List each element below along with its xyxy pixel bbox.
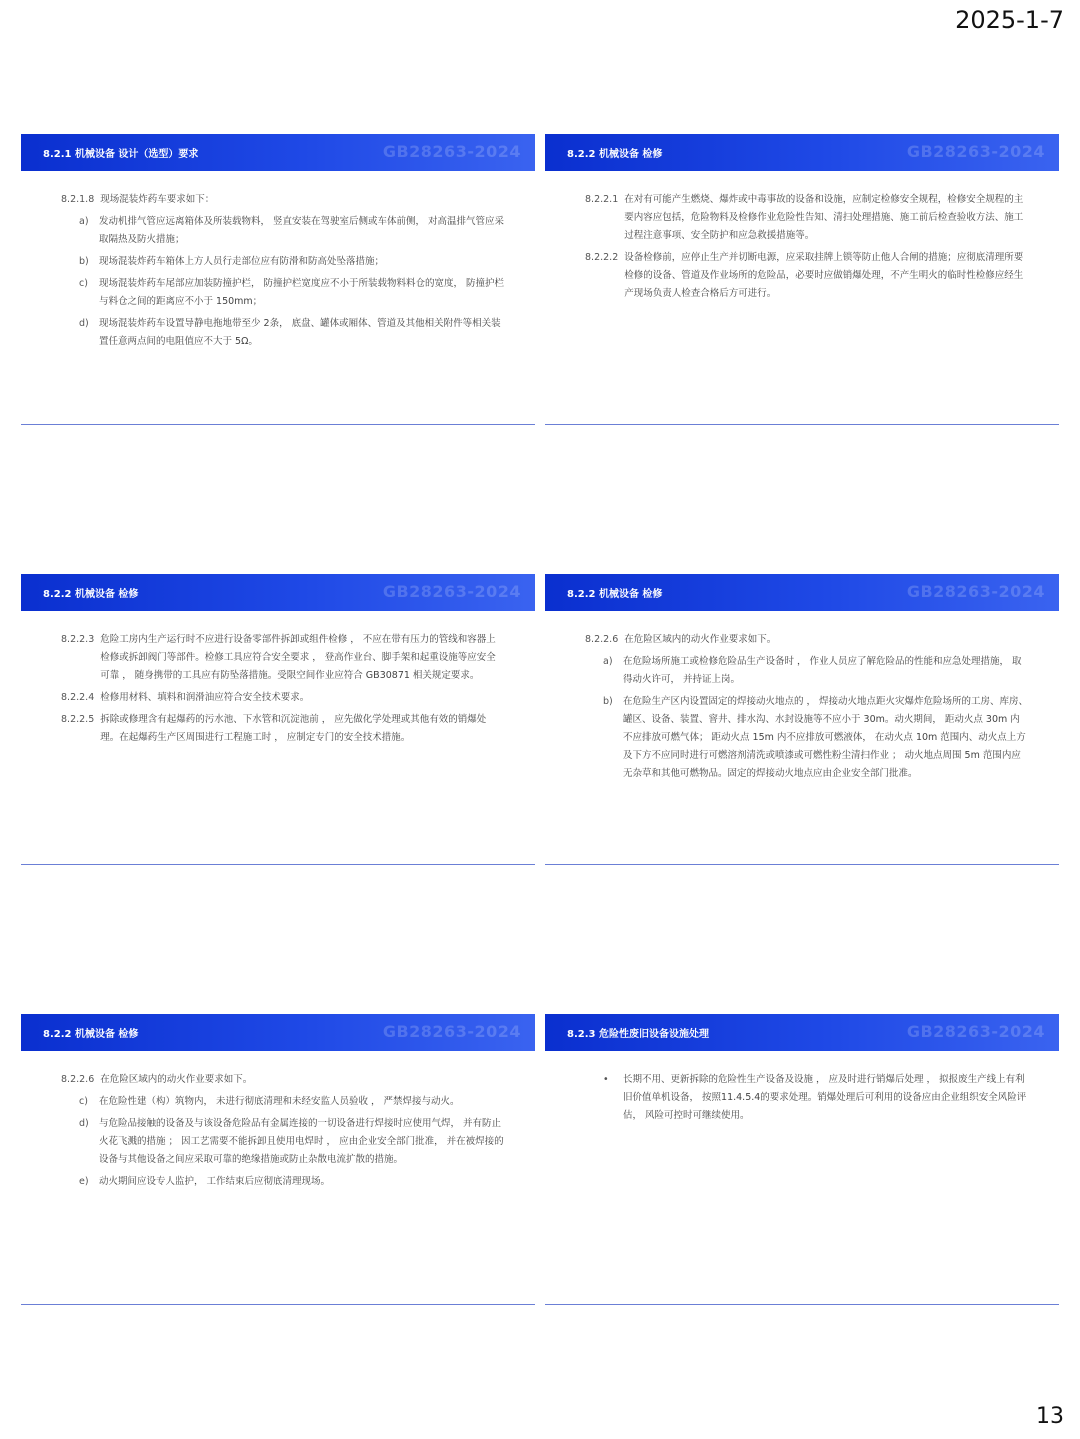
document-date: 2025-1-7 <box>955 6 1064 34</box>
slide-body <box>545 1051 1059 1125</box>
slide-header <box>21 134 535 171</box>
slide-body <box>545 611 1059 783</box>
clause-text: 拆除或修理含有起爆药的污水池、下水管和沉淀池前 ， 应先做化学处理或其他有效的销爆处理。在起爆药生产区周围进行工程施工时 ， 应制定专门的安全技术措施。 <box>100 714 487 743</box>
list-item <box>79 1115 505 1169</box>
clause-number: 8.2.2.4 <box>61 692 95 703</box>
clause-paragraph <box>61 191 505 209</box>
item-text: 发动机排气管应远离箱体及所装载物料， 竖直安装在驾驶室后侧或车体前侧， 对高温排气管应采取隔热及防火措施； <box>99 216 505 245</box>
clause-paragraph <box>61 631 505 685</box>
slide-body <box>21 171 535 351</box>
item-label: a) <box>79 216 89 227</box>
clause-number: 8.2.2.5 <box>61 714 95 725</box>
item-label: d) <box>79 318 89 329</box>
list-item <box>79 213 505 249</box>
item-text: 在危险场所施工或检修危险品生产设备时 ， 作业人员应了解危险品的性能和应急处理措施， 取得动火许可， 并持证上岗。 <box>623 656 1022 685</box>
standard-watermark: GB28263-2024 <box>382 142 521 161</box>
clause-number: 8.2.2.6 <box>61 1074 95 1085</box>
slide-title: 8.2.2 机械设备 检修 <box>567 589 663 600</box>
item-text: 在危险性建（构）筑物内， 未进行彻底清理和未经安监人员验收 ， 严禁焊接与动火。 <box>99 1096 460 1107</box>
standard-watermark: GB28263-2024 <box>906 142 1045 161</box>
clause-number: 8.2.2.3 <box>61 634 95 645</box>
clause-number: 8.2.2.1 <box>585 194 619 205</box>
item-label: c) <box>79 278 88 289</box>
item-label: d) <box>79 1118 89 1129</box>
slide-header <box>545 134 1059 171</box>
standard-watermark: GB28263-2024 <box>382 582 521 601</box>
list-item <box>79 1173 505 1191</box>
standard-watermark: GB28263-2024 <box>382 1022 521 1041</box>
clause-text: 在危险区域内的动火作业要求如下。 <box>100 1074 253 1085</box>
slide-body <box>21 1051 535 1191</box>
bullet-mark: • <box>603 1074 609 1085</box>
item-text: 现场混装炸药车箱体上方人员行走部位应有防滑和防高处坠落措施； <box>99 256 385 267</box>
item-text: 动火期间应设专人监护， 工作结束后应彻底清理现场。 <box>99 1176 331 1187</box>
slide-8-2-3-obsolete-equipment <box>545 1014 1059 1305</box>
clause-text: 在对有可能产生燃烧、爆炸或中毒事故的设备和设施，应制定检修安全规程，检修安全规程的主要内容应包括，危险物料及检修作业危险性告知、清扫处理措施、施工前后检查验收方法、施工过程注意事项、安全防护和应急救援措施等。 <box>624 194 1024 241</box>
slide-body <box>545 171 1059 303</box>
clause-text: 设备检修前，应停止生产并切断电源，应采取挂牌上锁等防止他人合闸的措施；应彻底清理所要检修的设备、管道及作业场所的危险品，必要时应做销爆处理，不产生明火的临时性检修应经生产现场负责人检查合格后方可进行。 <box>624 252 1024 299</box>
slide-8-2-2-maintenance-b <box>21 574 535 865</box>
item-label: b) <box>79 256 89 267</box>
slide-title: 8.2.3 危险性废旧设备设施处理 <box>567 1029 709 1040</box>
slide-header <box>545 1014 1059 1051</box>
slide-title: 8.2.1 机械设备 设计（选型）要求 <box>43 149 199 160</box>
item-text: 与危险品接触的设备及与该设备危险品有金属连接的一切设备进行焊接时应使用气焊， 并有防止火花飞溅的措施 ； 因工艺需要不能拆卸且使用电焊时 ， 应由企业安全部门批准， 并在被焊接的设备与其他设备之间应采取可靠的绝缘措施或防止杂散电流扩散的措施。 <box>99 1118 504 1165</box>
slide-title: 8.2.2 机械设备 检修 <box>43 1029 139 1040</box>
item-label: a) <box>603 656 613 667</box>
item-text: 现场混装炸药车设置导静电拖地带至少 2条， 底盘、罐体或厢体、管道及其他相关附件等相关装置任意两点间的电阻值应不大于 5Ω。 <box>99 318 501 347</box>
clause-text: 危险工房内生产运行时不应进行设备零部件拆卸或组件检修 ， 不应在带有压力的管线和容器上检修或拆卸阀门等部件。检修工具应符合安全要求 ， 登高作业台、脚手架和起重设施等应安全可靠 ， 随身携带的工具应有防坠落措施。受限空间作业应符合 GB30871 相关规定要求。 <box>100 634 496 681</box>
slide-8-2-2-hot-work-b <box>21 1014 535 1305</box>
clause-text: 检修用材料、填料和润滑油应符合安全技术要求。 <box>100 692 310 703</box>
standard-watermark: GB28263-2024 <box>906 582 1045 601</box>
clause-paragraph <box>61 689 505 707</box>
slide-header <box>21 574 535 611</box>
clause-text: 现场混装炸药车要求如下： <box>100 194 215 205</box>
bullet-text: 长期不用、更新拆除的危险性生产设备及设施 ， 应及时进行销爆后处理 ， 拟报废生产线上有利旧价值单机设备， 按照11.4.5.4的要求处理。销爆处理后可利用的设备应由企业组织安全风险评估， 风险可控时可继续使用。 <box>623 1074 1027 1121</box>
slide-8-2-1-design-requirements <box>21 134 535 425</box>
clause-number: 8.2.1.8 <box>61 194 95 205</box>
item-text: 在危险生产区内设置固定的焊接动火地点的 ， 焊接动火地点距火灾爆炸危险场所的工房、库房、罐区、设备、装置、窨井、排水沟、水封设施等不应小于 30m。动火期间， 距动火点 30m 内不应排放可燃气体； 距动火点 15m 内不应排放可燃液体， 在动火点 10m 范围内、动火点上方及下方不应同时进行可燃溶剂清洗或喷漆或可燃性粉尘清扫作业 ； 动火地点周围 5m 范围内应无杂草和其他可燃物品。固定的焊接动火地点应由企业安全部门批准。 <box>623 696 1029 779</box>
slide-title: 8.2.2 机械设备 检修 <box>567 149 663 160</box>
slide-8-2-2-hot-work-a <box>545 574 1059 865</box>
slide-title: 8.2.2 机械设备 检修 <box>43 589 139 600</box>
list-item <box>603 653 1029 689</box>
slide-8-2-2-maintenance-a <box>545 134 1059 425</box>
clause-paragraph <box>585 249 1029 303</box>
list-item <box>79 315 505 351</box>
page-number: 13 <box>1036 1404 1064 1429</box>
item-label: c) <box>79 1096 88 1107</box>
item-label: e) <box>79 1176 89 1187</box>
bullet-item <box>603 1071 1029 1125</box>
clause-paragraph <box>585 631 1029 649</box>
clause-paragraph <box>61 711 505 747</box>
slide-body <box>21 611 535 747</box>
standard-watermark: GB28263-2024 <box>906 1022 1045 1041</box>
slide-header <box>21 1014 535 1051</box>
clause-number: 8.2.2.2 <box>585 252 619 263</box>
list-item <box>79 253 505 271</box>
item-text: 现场混装炸药车尾部应加装防撞护栏， 防撞护栏宽度应不小于所装载物料料仓的宽度， 防撞护栏与料仓之间的距离应不小于 150mm； <box>99 278 505 307</box>
slide-header <box>545 574 1059 611</box>
list-item <box>79 275 505 311</box>
list-item <box>603 693 1029 783</box>
clause-text: 在危险区域内的动火作业要求如下。 <box>624 634 777 645</box>
list-item <box>79 1093 505 1111</box>
clause-paragraph <box>61 1071 505 1089</box>
clause-paragraph <box>585 191 1029 245</box>
clause-number: 8.2.2.6 <box>585 634 619 645</box>
item-label: b) <box>603 696 613 707</box>
